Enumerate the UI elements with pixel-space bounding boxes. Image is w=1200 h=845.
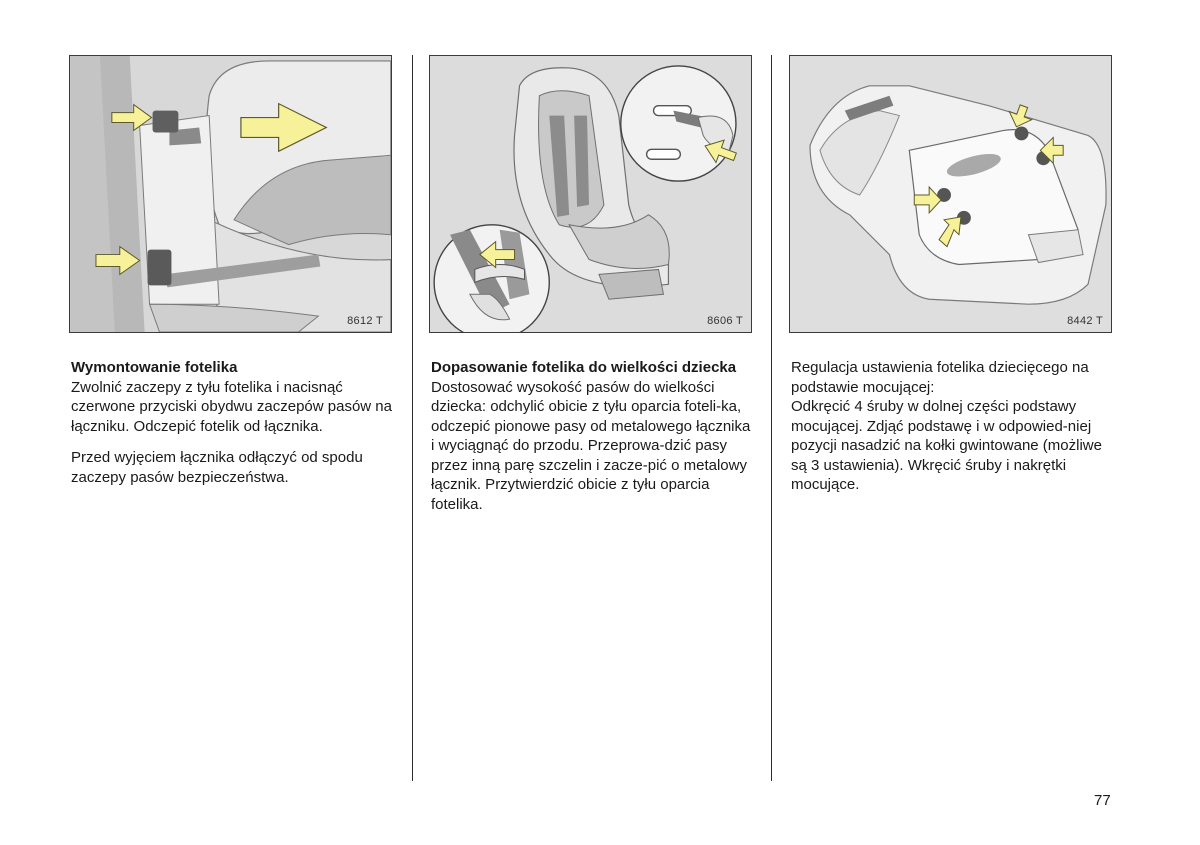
page-number: 77 bbox=[1094, 792, 1111, 809]
section-seat-removal bbox=[71, 358, 396, 487]
figure-seat-removal bbox=[69, 55, 392, 333]
paragraph: Regulacja ustawienia fotelika dziecięcego na podstawie mocującej: bbox=[791, 359, 1089, 396]
paragraph: Odkręcić 4 śruby w dolnej części podstawy mocującej. Zdjąć podstawę i w odpowied-niej pozycji nasadzić na kołki gwintowane (możliwe są 3 ustawienia). Wkręcić śruby i nakrętki mocujące. bbox=[791, 398, 1102, 493]
paragraph: Dostosować wysokość pasów do wielkości dziecka: odchylić obicie z tyłu oparcia foteli-ka, odczepić pionowe pasy od metalowego łącznika i wyciągnąć do przodu. Przeprowa-dzić pasy przez inną parę szczelin i zacze-pić o metalowy łącznik. Przytwierdzić obicie z tyłu oparcia fotelika. bbox=[431, 378, 751, 513]
seat-removal-illustration bbox=[70, 56, 391, 332]
section-belt-adjustment bbox=[431, 358, 756, 514]
section-heading: Dopasowanie fotelika do wielkości dziecka bbox=[431, 359, 737, 376]
section-body bbox=[791, 358, 1116, 495]
column-divider-1 bbox=[412, 55, 413, 781]
base-adjustment-illustration bbox=[790, 56, 1111, 332]
section-body bbox=[71, 358, 396, 436]
figure-base-adjustment bbox=[789, 55, 1112, 333]
figure-belt-adjustment bbox=[429, 55, 752, 333]
paragraph: Zwolnić zaczepy z tyłu fotelika i nacisnąć czerwone przyciski obydwu zaczepów pasów na łączniku. Odczepić fotelik od łącznika. bbox=[71, 378, 392, 435]
column-divider-2 bbox=[771, 55, 772, 781]
section-heading: Wymontowanie fotelika bbox=[71, 359, 238, 376]
section-base-adjustment bbox=[791, 358, 1116, 495]
paragraph: Przed wyjęciem łącznika odłączyć od spodu zaczepy pasów bezpieczeństwa. bbox=[71, 449, 363, 486]
figure-code: 8442 T bbox=[1067, 315, 1103, 327]
belt-adjustment-illustration bbox=[430, 56, 751, 332]
section-body bbox=[431, 358, 756, 514]
figure-code: 8606 T bbox=[707, 315, 743, 327]
figure-code: 8612 T bbox=[347, 315, 383, 327]
